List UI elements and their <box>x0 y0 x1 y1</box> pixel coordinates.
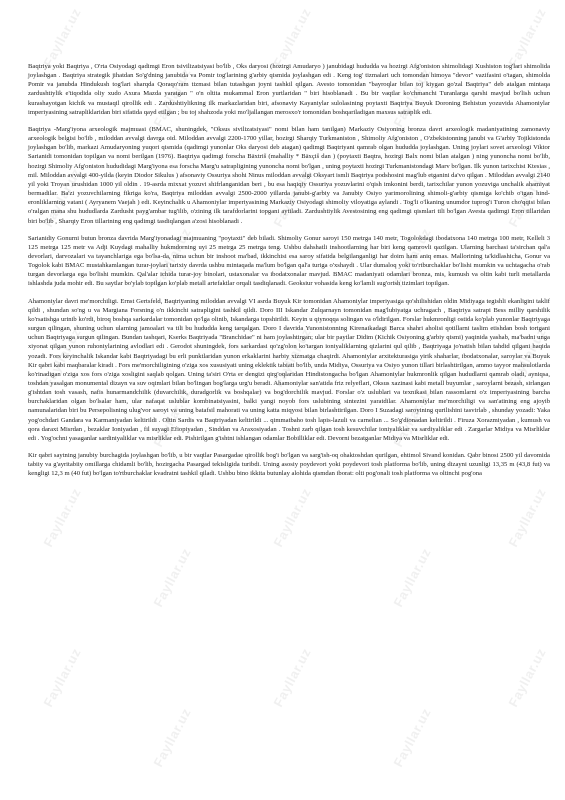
watermark-text: Fayllar.uz <box>505 5 549 70</box>
watermark-text: Fayllar.uz <box>390 545 434 610</box>
paragraph-cyrus-tomb: Kir qabri saytning janubiy burchagida joylashgan bo'lib, u bir vaqtlar Pasargadae qirollik bog'i bo'lgan va sarg'ish-oq ohaktoshdan qurilgan, ehtimol Sivand konidan. Qabr binosi 2500 yil davomida tabiiy va g'ayritabiiy omillarga chidamli bo'lib, hozirgacha Pasargad tekisligida turibdi. Uning asosiy poydevori yoki poydevori tosh platforma bo'lib, uning dizayni uzunligi 13,35 m (43,8 fut) va kengligi 12,3 m (40 fut) bo'lgan to'rtburchaklar kvadratni tashkil qiladi. Ushbu bino ikkita butunlay alohida qismdan iborat: olti pog'onali tosh platforma va oltinchi pog'ona <box>28 452 550 478</box>
watermark-text: Fayllar.uz <box>40 485 84 550</box>
watermark-text: Fayllar.uz <box>40 325 84 390</box>
watermark-text: Fayllar.uz <box>505 485 549 550</box>
watermark-text: Fayllar.uz <box>390 385 434 450</box>
watermark-text: Fayllar.uz <box>40 645 84 710</box>
watermark-text: Fayllar.uz <box>150 225 194 290</box>
watermark-text: Fayllar.uz <box>150 545 194 610</box>
watermark-text: Fayllar.uz <box>40 5 84 70</box>
watermark-text: Fayllar.uz <box>270 485 314 550</box>
paragraph-achaemenid-architecture: Ahamoniylar davri me'morchiligi. Ernst Gertsfeld, Baqtriyaning miloddan avvalgi VI asrda Buyuk Kir tomonidan Ahamoniylar imperiyasiga qo'shilishidan oldin Midiyaga tegishli ekanligini taklif qildi , shundan so'ng u va Margiana Forsning o'n ikkinchi satrapligini tashkil qildi. Doro III Iskandar Zulqarnayn tomonidan mag'lubiyatga uchragach , Baqtriya satrapi Bess milliy qarshilik ko'rsatishga urinib ko'rdi, biroq boshqa sarkardalar tomonidan qo'lga olinib, Iskandarga topshirildi. Keyin u qiynoqqa solingan va o'ldirilgan. Forslar hukmronligi ostida ko'plab yunonlar Baqtriyaga surgun qilingan, shuning uchun ularning jamoalari va tili bu hududda keng tarqalgan. Doro I davrida Yunonistonning Kirenaikadagi Barca shahri aholisi qotillarni taslim etishdan bosh tortgani uchun Baqtriyaga surgun qilingan. Bundan tashqari, Kserks Baqtriyada "Branchidae" ni ham joylashtirgan; ular bir paytlar Didim (Kichik Osiyoning g'arbiy qismi) yaqinida yashab, ma'badni unga xiyonat qilgan yunon ruhoniylarining avlodlari edi . Gerodot shuningdek, fors sarkardasi qo'zg'olon ko'targan ioniyaliklarning qizlarini qul qilib , Baqtriyaga jo'natish bilan tahdid qilgani haqida yozadi. Fors keyinchalik Iskandar kabi Baqtriyadagi bu erli punktlaridan yunon erkaklarini harbiy xizmatga chaqirdi. Ahamoniylar arxitekturasiga yirik shaharlar, ibodatxonalar, saroylar va Buyuk Kir qabri kabi maqbaralar kiradi . Fors me'morchiligining o'ziga xos xususiyati uning eklektik tabiati bo'lib, unda Midiya, Ossuriya va Osiyo yunon tillari birlashtirilgan, ammo tayyor mahsulotlarda ko'rinadigan o'ziga xos fors o'ziga xosligini saqlab qolgan. Uning ta'siri O'rta er dengizi qirg'oqlaridan Hindistongacha bo'lgan Ahamoniylar hukmronlik qilgan hududlarni qamrab oladi, ayniqsa, toshdan yasalgan monumental dizayn va suv oqimlari bilan bo'lingan bog'larga urg'u beradi. Ahamoniylar san'atida friz relyeflari, Oksus xazinasi kabi metall buyumlar , saroylarni bezash, sirlangan g'ishtdan tosh vasash, nafis hunarmandchilik (duvarchilik, duradgorlik va boshqalar) va bog'dorchilik mavjud. Forslar o'z uslublari va texnikasi bilan rassomlarni o'z imperiyasining barcha burchaklaridan olgan bo'lsalar ham, ular nafaqat uslublar kombinatsiyasini, balki yangi noyob fors uslubining sintezini yaratdilar. Ahamoniylar me'morchiligi va san'atining eng ajoyib namunalaridan biri bu Persepolisning ulug'vor saroyi va uning batafsil mahorati va uning katta miqyosi bilan birlashtirilgan. Doro I Suzadagi saroyining qurilishini tasvirlab , shunday yozadi: Yaka yog'ochdari Gandara va Karmaniyadan keltirildi . Oltin Sardis va Baqtriyadan keltirildi ... qimmatbaho tosh lapis-lazuli va carnelian ... So'g'dionadan keltirildi . Firuza Xorazmiyadan , kumush va qora daraxt Misrdan , bezaklar Ioniyadan , fil suyagi Efiopiyadan , Sinddan va Araxosiyadan . Toshni zarb qilgan tosh kesuvchilar ioniyaliklar va sardiyaliklar edi . Zargarlar Midiya va Misrliklar edi . Yog'ochni yasaganlar sardiniyaliklar va misrliklar edi. Pishirilgan g'ishtni ishlangan odamlar Bobilliklar edi. Devorni bezatganlar Midiya va Misrliklar edi. <box>28 297 550 442</box>
watermark-text: Fayllar.uz <box>150 385 194 450</box>
watermark-text: Fayllar.uz <box>390 225 434 290</box>
watermark-text: Fayllar.uz <box>270 325 314 390</box>
paragraph-bactria-intro: Baqtriya yoki Baqtriya , O'rta Osiyodagi qadimgi Eron tsivilizatsiyasi bo'lib , Oks daryosi (hozirgi Amudaryo ) janubidagi hududda va hozirgi Afg'oniston shimolidagi Xushiston tog'lari shimolida joylashgan . Baqtriya strategik jihatdan So'g'dning janubida va Pomir tog'larining g'arbiy qismida joylashgan edi . Keng tog' tizmalari uch tomondan himoya "devor" vazifasini o'tagan, shimolda Pomir va janubda Hindukush tog'lari sharqda Qoraqo'ram tizmasi bilan tutashgan joyni tashkil qilgan. Avesto tomonidan "bayroqlar bilan toj kiygan go'zal Baqtriya" deb atalgan mintaqa zardushtiylik e'tiqodida oliy xudo Axura Mazda yaratgan " o'n oltita mukammal Eron yurtlaridan " biri hisoblanadi . Bu bir vaqtlar ko'chmanchi Turanlarga qarshi mavjud bo'lish uchun kurashayotgan kichik va mustaqil qirollik edi . Zardushtiylikning ilk markazlaridan biri, afsonaviy Kayaniylar sulolasining poytaxti Baqtriya Buyuk Doroning Behistun yozuvida Ahamoniylar imperiyasining satrapliklaridan biri sifatida qayd etilgan ; bu toj shahzoda yoki mo'ljallangan merosxo'r tomonidan boshqariladigan maxsus satraplik edi. <box>28 63 550 116</box>
watermark-text: Fayllar.uz <box>40 165 84 230</box>
watermark-text: Fayllar.uz <box>150 65 194 130</box>
watermark-text: Fayllar.uz <box>270 645 314 710</box>
watermark-text: Fayllar.uz <box>390 65 434 130</box>
paragraph-bmac: Baqtriya -Marg'iyona arxeologik majmuasi (BMAC, shuningdek, "Oksus sivilizatsiyasi" nomi bilan ham tanilgan) Markaziy Osiyoning bronza davri arxeologik madaniyatining zamonaviy arxeologik belgisi bo'lib , miloddan avvalgi davrga oid. Miloddan avvalgi 2200-1700 yillar, hozirgi Sharqiy Turkmaniston , Shimoliy Afg'oniston , O'zbekistonning janubi va G'arbiy Tojikistonda joylashgan bo'lib, markazi Amudaryoning yuqori qismida (qadimgi yunonlar Oks daryosi deb atagan) qadimgi Baqtriyani qamrab olgan hududda joylashgan. Uning joylari sovet arxeologi Viktor Sarianidi tomonidan topilgan va nomi berilgan (1976). Baqtriya qadimgi forscha Bāxtriš (mahalliy * Bāxçiš dan ) (poytaxti Baqtra, hozirgi Balx nomi bilan atalgan ) ning yunoncha nomi bo'lib, hozirgi Shimoliy Afg'oniston hududidagi Marg'iyona esa forscha Marg'u satrapligining yunoncha nomi bo'lgan , uning poytaxti hozirgi Turkmanistondagi Marv bo'lgan. Ilk yunon tarixchisi Ktesias , mil. Miloddan avvalgi 400-yilda (keyin Diodor Sikulus ) afsonaviy Ossuriya shohi Ninus miloddan avvalgi Oksyart ismli Baqtriya podshosini mag'lub etganini da'vo qilgan . Miloddan avvalgi 2140 yil yoki Troyan urushidan 1000 yil oldin . 19-asrda mixxat yozuvi shifrlanganidan beri , bu esa haqiqiy Ossuriya yozuvlarini o'qish imkonini berdi, tarixchilar yunon yozuviga unchalik ahamiyat bermadilar. Ba'zi yozuvchilarning fikriga ko'ra, Baqtriya miloddan avvalgi 2500-2000 yillarda janubi-g'arbiy va Janubiy Osiyo yarimorolining shimoli-g'arbiy qismiga ko'chib o'tgan hind-eronliklarning vatani ( Ayryanem Vaejah ) edi. Keyinchalik u Ahamoniylar imperiyasining Markaziy Osiyodagi shimoliy viloyatiga aylandi . Tog'li o'lkaning unumdor tuprog'i Turon cho'qqisi bilan o'ralgan mana shu hududlarda Zardusht payg'ambar tug'ilib, o'zining ilk tarafdorlarini topgani aytiladi. Zardushtiylik Avestosining eng qadimgi qismlari tili bo'lgan Avesta qadimgi Eron tillaridan biri bo'lib , Sharqiy Eron tillarining eng qadimgi tasdiqlangan a'zosi hisoblanadi . <box>28 125 550 225</box>
watermark-text: Fayllar.uz <box>270 165 314 230</box>
watermark-text: Fayllar.uz <box>150 705 194 770</box>
watermark-text: Fayllar.uz <box>505 645 549 710</box>
watermark-text: Fayllar.uz <box>390 705 434 770</box>
watermark-text: Fayllar.uz <box>505 165 549 230</box>
watermark-text: Fayllar.uz <box>270 5 314 70</box>
watermark-text: Fayllar.uz <box>505 325 549 390</box>
paragraph-gonur: Sarianidiy Gonurni butun bronza davrida Marg'iyonadagi majmuaning "poytaxti" deb biladi. Shimoliy Gonur saroyi 150 metrga 140 metr, Togolokdagi ibodatxona 140 metrga 100 metr, Kelleli 3 125 metrga 125 metr va Adji Kuydagi mahalliy hukmdorning uyi 25 metrga 25 metrga teng. Ushbu dahshatli inshootlarning har biri keng qamrovli qazilgan. Ularning barchasi ta'sirchan qal'a devorlari, darvozalari va tayanchlariga ega bo'lsa-da, nima uchun bir inshoot ma'bad, ikkinchisi esa saroy sifatida belgilanganligi har doim ham aniq emas. Mallorining ta'kidlashicha, Gonur va Togolok kabi BMAC mustahkamlangan turar-joylari tarixiy davrda ushbu mintaqada ma'lum bo'lgan qal'a turiga o'xshaydi . Ular dumaloq yoki to'rtburchaklar bo'lishi mumkin va uchtagacha o'rab turgan devorlarga ega bo'lishi mumkin. Qal'alar ichida turar-joy binolari, ustaxonalar va ibodatxonalar mavjud. BMAC madaniyati odamlari bronza, mis, kumush va oltin kabi turli metallarda ishlashda juda mohir edi. Bu saytlar bo'ylab topilgan ko'plab metall artefaktlar orqali tasdiqlanadi. Geoksiur vohasida keng ko'lamli sug'orish tizimlari topilgan. <box>28 234 550 288</box>
document-page <box>28 62 550 487</box>
